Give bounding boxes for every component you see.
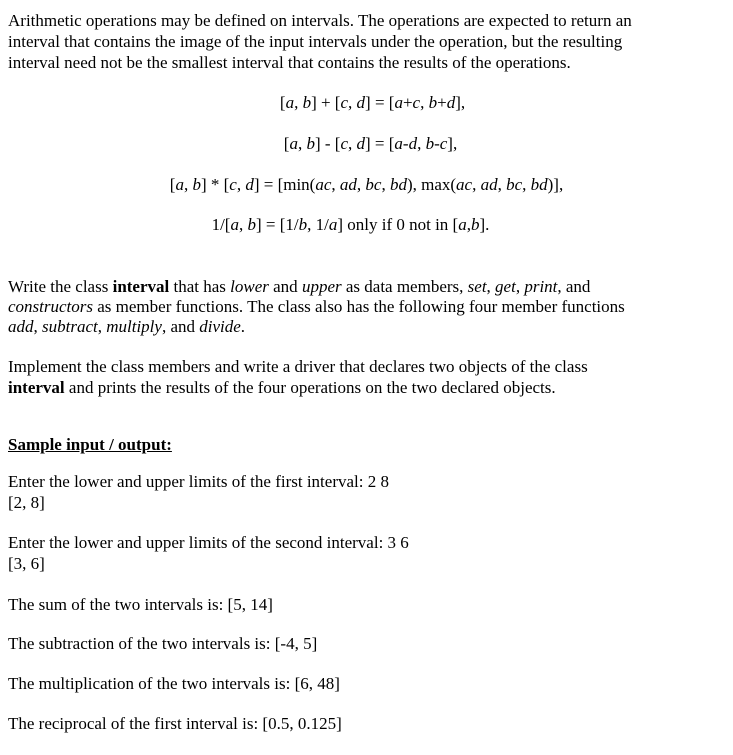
sample-prompt-2: Enter the lower and upper limits of the second interval: 3 6 <box>8 533 409 552</box>
sample-sum: The sum of the two intervals is: [5, 14] <box>8 595 273 614</box>
formula-subtraction: [a, b] - [c, d] = [a-d, b-c], <box>283 134 458 153</box>
formula-addition: [a, b] + [c, d] = [a+c, b+d], <box>279 93 466 112</box>
sample-heading: Sample input / output: <box>8 435 172 454</box>
paragraph2-line-1: Write the class interval that has lower and upper as data members, set, get, print, and <box>8 277 591 296</box>
formula-multiplication: [a, b] * [c, d] = [min(ac, ad, bc, bd), max(ac, ad, bc, bd)], <box>169 175 564 194</box>
formula-division: 1/[a, b] = [1/b, 1/a] only if 0 not in [a,b]. <box>211 215 490 234</box>
paragraph2-line-2: constructors as member functions. The class also has the following four member functions <box>8 297 625 316</box>
sample-output-1: [2, 8] <box>8 493 45 512</box>
sample-reciprocal: The reciprocal of the first interval is: [0.5, 0.125] <box>8 714 342 733</box>
sample-prompt-1: Enter the lower and upper limits of the first interval: 2 8 <box>8 472 389 491</box>
sample-subtraction: The subtraction of the two intervals is: [-4, 5] <box>8 634 318 653</box>
paragraph3-line-2: interval and prints the results of the four operations on the two declared objects. <box>8 378 556 397</box>
paragraph2-line-3: add, subtract, multiply, and divide. <box>8 317 246 336</box>
sample-multiplication: The multiplication of the two intervals is: [6, 48] <box>8 674 340 693</box>
intro-line-2: interval that contains the image of the input intervals under the operation, but the resulting <box>8 32 623 51</box>
intro-line-3: interval need not be the smallest interval that contains the results of the operations. <box>8 53 571 72</box>
sample-output-2: [3, 6] <box>8 554 45 573</box>
intro-line-1: Arithmetic operations may be defined on intervals. The operations are expected to return an <box>8 11 632 30</box>
paragraph3-line-1: Implement the class members and write a driver that declares two objects of the class <box>8 357 588 376</box>
